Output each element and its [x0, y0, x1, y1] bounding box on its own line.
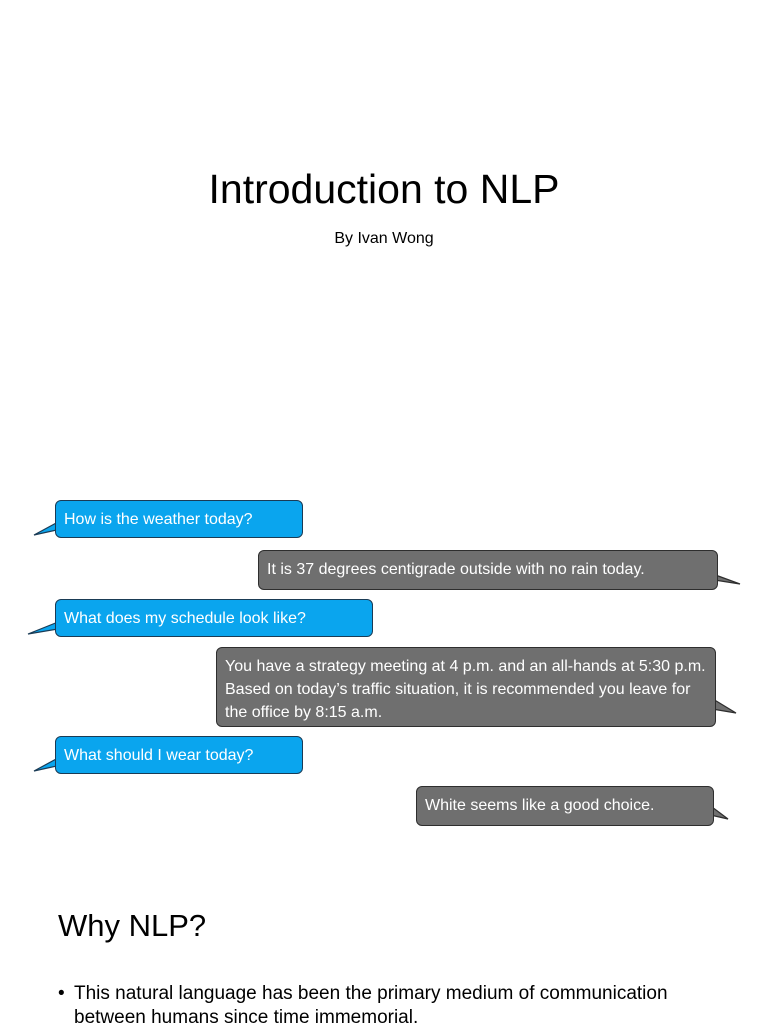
chat-bubble-user-question — [55, 736, 303, 774]
bullet-dot-icon: • — [58, 983, 65, 1004]
slide-byline: By Ivan Wong — [334, 230, 434, 247]
chat-bubble-user-question — [55, 599, 373, 637]
answer-text: It is 37 degrees centigrade outside with no rain today. — [267, 561, 645, 578]
bullet-item — [58, 982, 738, 1030]
question-text: How is the weather today? — [64, 511, 253, 528]
section-heading: Why NLP? — [58, 908, 207, 943]
bullet-text: This natural language has been the primary medium of communication between humans since time immemorial. — [74, 983, 668, 1028]
bullet-list — [58, 982, 738, 1030]
question-text: What should I wear today? — [64, 747, 254, 764]
answer-text: You have a strategy meeting at 4 p.m. and an all-hands at 5:30 p.m. Based on today’s traffic situation, it is recommended you leave for the office by 8:15 a.m. — [225, 658, 706, 721]
chat-bubble-assistant-answer — [258, 550, 718, 590]
chat-bubble-user-question — [55, 500, 303, 538]
chat-bubble-assistant-answer — [216, 647, 716, 727]
chat-bubble-assistant-answer — [416, 786, 714, 826]
question-text: What does my schedule look like? — [64, 610, 306, 627]
slide-title: Introduction to NLP — [208, 166, 560, 212]
answer-text: White seems like a good choice. — [425, 797, 655, 814]
